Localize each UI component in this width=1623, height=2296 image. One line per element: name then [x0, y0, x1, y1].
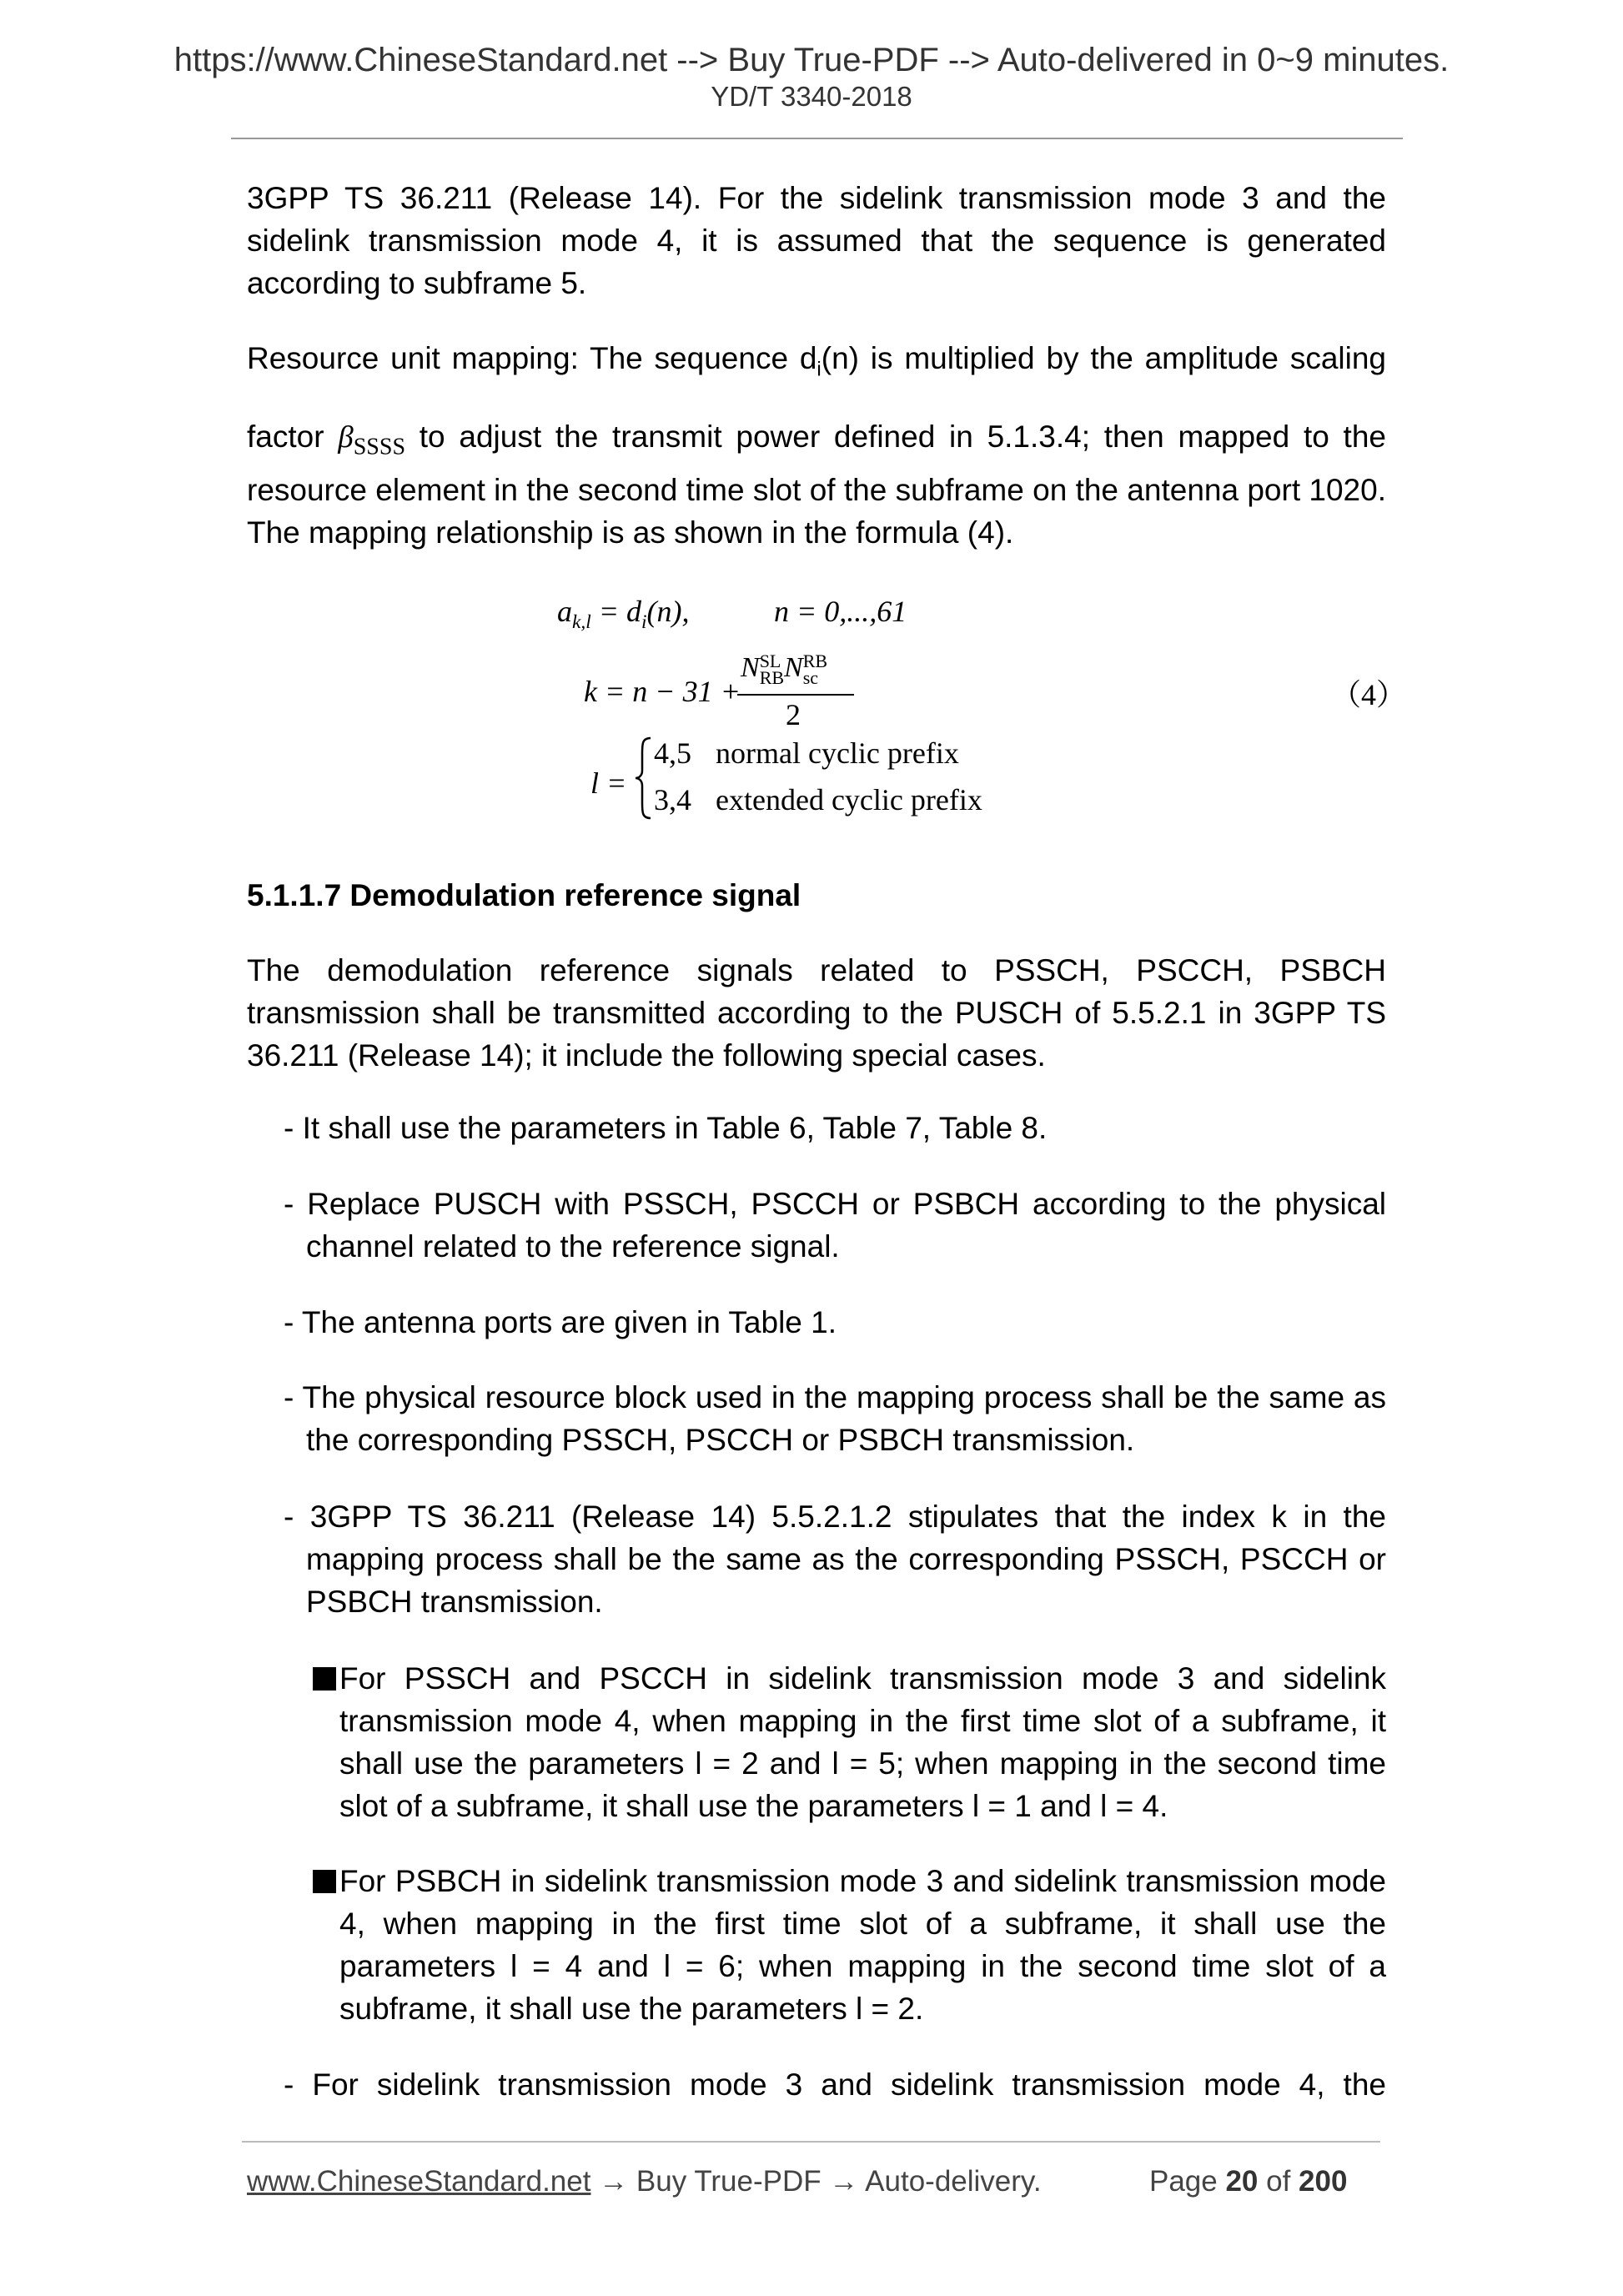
- p2-subscript-i: i: [817, 358, 822, 381]
- square-bullet-icon: [313, 1870, 336, 1893]
- header-url-line: https://www.ChineseStandard.net --> Buy True-PDF --> Auto-delivered in 0~9 minutes.: [173, 42, 1450, 78]
- p2-text-c: to adjust the transmit power defined in 5.1.3.4; then mapped to the resource element in the second time slot of the subframe on the antenna port 1020. The mapping relationship is as shown in the formula (4).: [247, 420, 1386, 550]
- bullet-resource-block: - The physical resource block used in the mapping process shall be the same as the corresponding PSSCH, PSCCH or PSBCH transmission.: [284, 1380, 1386, 1457]
- formula-line-2-lhs: k = n − 31 +: [584, 675, 741, 708]
- left-brace-icon: [634, 736, 654, 821]
- formula-case-1-label: normal cyclic prefix: [716, 736, 959, 770]
- document-code: YD/T 3340-2018: [711, 81, 912, 112]
- formula-n-sc-rb: N: [784, 652, 803, 683]
- of-label: of: [1258, 2165, 1299, 2198]
- formula-a-sub: k,l: [572, 611, 591, 634]
- paragraph-resource-unit-mapping: [247, 337, 1386, 554]
- formula-a: a: [557, 595, 572, 628]
- page-total: 200: [1299, 2165, 1348, 2198]
- page-label: Page: [1149, 2165, 1226, 2198]
- formula-case-2-label: extended cyclic prefix: [716, 783, 982, 816]
- formula-range: n = 0,...,61: [774, 595, 907, 628]
- section-heading: 5.1.1.7 Demodulation reference signal: [247, 878, 801, 912]
- page-number: 20: [1225, 2165, 1259, 2198]
- formula-arg-n: (n),: [646, 595, 690, 628]
- paragraph-release-note: 3GPP TS 36.211 (Release 14). For the sidelink transmission mode 3 and the sidelink transmission mode 4, it is assumed that the sequence is generated according to subframe 5.: [247, 181, 1386, 300]
- p2-text-a: Resource unit mapping: The sequence d: [247, 341, 817, 375]
- sub-bullet-psbch: [313, 1860, 1386, 2030]
- sub-bullet-pssch-pscch-text: For PSSCH and PSCCH in sidelink transmission mode 3 and sidelink transmission mode 4, when mapping in the first time slot of a subframe, it shall use the parameters l = 2 and l = 5; when mapping in the second time slot of a subframe, it shall use the parameters l = 1 and l = 4.: [339, 1661, 1386, 1823]
- bullet-index-k: - 3GPP TS 36.211 (Release 14) 5.5.2.1.2 stipulates that the index k in the mapping process shall be the same as the corresponding PSSCH, PSCCH or PSBCH transmission.: [284, 1500, 1386, 1619]
- formula-n2-sup: RB: [802, 651, 828, 672]
- bullet-replace-pusch: - Replace PUSCH with PSSCH, PSCCH or PSBCH according to the physical channel related to the reference signal.: [284, 1187, 1386, 1264]
- formula-n-rb-sl: N: [741, 652, 760, 683]
- formula-case-2-value: 3,4: [654, 783, 691, 816]
- formula-fraction-bar: [737, 694, 854, 696]
- formula-d-sub: i: [641, 611, 647, 634]
- footer-left: [247, 2165, 1042, 2198]
- footer-buy-text: → Buy True-PDF → Auto-delivery.: [590, 2165, 1042, 2198]
- formula-case-1-value: 4,5: [654, 736, 691, 770]
- formula-numerator: [741, 651, 828, 689]
- bullet-parameters: - It shall use the parameters in Table 6, Table 7, Table 8.: [284, 1111, 1048, 1145]
- formula-n1-indices: [759, 651, 785, 689]
- section-intro: The demodulation reference signals related to PSSCH, PSCCH, PSBCH transmission shall be transmitted according to the PUSCH of 5.5.2.1 in 3GPP TS 36.211 (Release 14); it include the following special cases.: [247, 953, 1386, 1073]
- beta-subscript: SSSS: [353, 434, 406, 460]
- bullet-sidelink-modes: - For sidelink transmission mode 3 and sidelink transmission mode 4, the: [284, 2067, 1386, 2102]
- formula-line-3-lhs: l =: [590, 766, 627, 800]
- p2-text-b: (n) is multiplied by the amplitude scaling factor: [247, 341, 1386, 455]
- beta-glyph: β: [338, 420, 354, 455]
- formula-denominator: 2: [786, 698, 801, 731]
- beta-symbol: [338, 415, 405, 468]
- formula-n1-sup: SL: [759, 651, 781, 672]
- bullet-antenna-ports: - The antenna ports are given in Table 1.: [284, 1305, 837, 1339]
- formula-eq-d: = d: [590, 595, 642, 628]
- formula-n1-sub: RB: [759, 667, 785, 689]
- formula-line-1: [557, 594, 690, 634]
- footer-site-link[interactable]: www.ChineseStandard.net: [247, 2165, 591, 2198]
- footer-divider: [242, 2141, 1380, 2143]
- sub-bullet-pssch-pscch: [313, 1657, 1386, 1827]
- sub-bullet-psbch-text: For PSBCH in sidelink transmission mode 3 and sidelink transmission mode 4, when mapping in the first time slot of a subframe, it shall use the parameters l = 4 and l = 6; when mapping in the second time slot of a subframe, it shall use the parameters l = 2.: [339, 1864, 1386, 2026]
- header-divider: [231, 138, 1403, 139]
- formula-n2-indices: [802, 651, 828, 689]
- formula-n2-sub: sc: [802, 667, 819, 689]
- page-indicator: [1149, 2165, 1347, 2198]
- formula-number: （4）: [1331, 678, 1407, 711]
- square-bullet-icon: [313, 1667, 336, 1691]
